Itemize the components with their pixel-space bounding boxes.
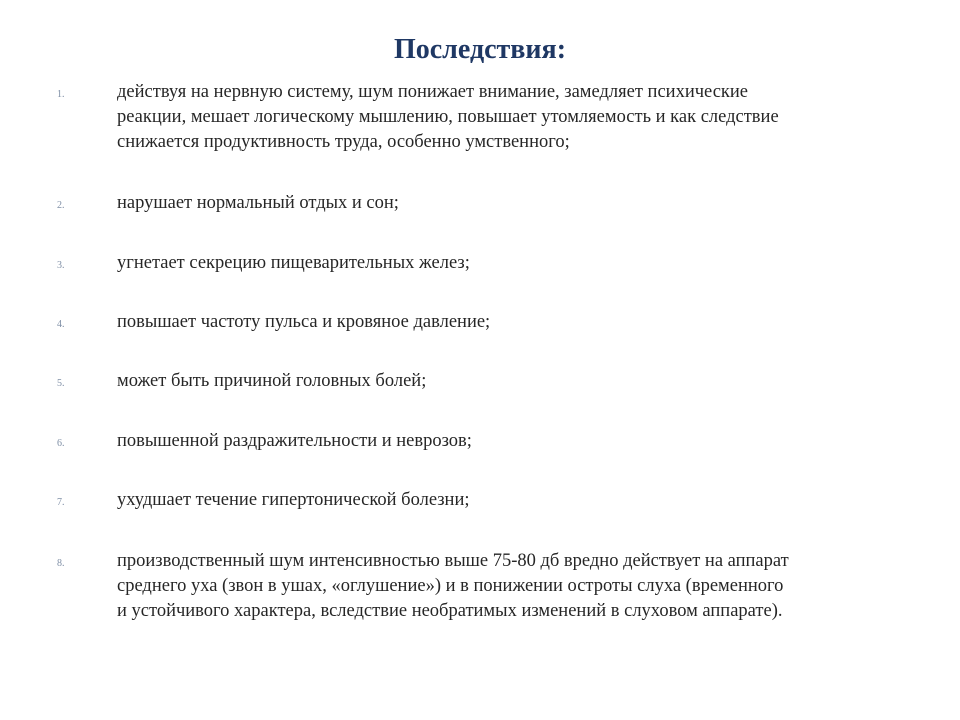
text-line: реакции, мешает логическому мышлению, повышает утомляемость и как следствие <box>117 107 779 127</box>
text-line: снижается продуктивность труда, особенно умственного; <box>117 132 570 152</box>
text-line: может быть причиной головных болей; <box>117 371 427 391</box>
list-item-number: 4. <box>57 319 65 330</box>
list-item-text <box>117 191 897 216</box>
text-line: повышает частоту пульса и кровяное давление; <box>117 312 491 332</box>
list-item-number: 6. <box>57 438 65 449</box>
text-line: ухудшает течение гипертонической болезни; <box>117 490 470 510</box>
text-line: производственный шум интенсивностью выше 75-80 дб вредно действует на аппарат <box>117 551 789 571</box>
list-item-number: 7. <box>57 497 65 508</box>
list-item-text <box>117 251 897 276</box>
text-line: повышенной раздражительности и неврозов; <box>117 431 472 451</box>
list-item-text <box>117 429 897 454</box>
text-line: нарушает нормальный отдых и сон; <box>117 193 399 213</box>
list-item-text <box>117 369 897 394</box>
text-line: угнетает секрецию пищеварительных желез; <box>117 253 470 273</box>
list-item-text <box>117 80 897 155</box>
list-item-number: 3. <box>57 260 65 271</box>
text-line: среднего уха (звон в ушах, «оглушение») и в понижении остроты слуха (временного <box>117 576 784 596</box>
list-item-text <box>117 310 897 335</box>
text-line: действуя на нервную систему, шум понижает внимание, замедляет психические <box>117 82 749 102</box>
list-item-number: 8. <box>57 558 65 569</box>
list-item-text <box>117 549 897 624</box>
list-item-text <box>117 488 897 513</box>
list-item-number: 2. <box>57 200 65 211</box>
list-item-number: 5. <box>57 378 65 389</box>
text-line: и устойчивого характера, вследствие необратимых изменений в слуховом аппарате). <box>117 601 783 621</box>
list-item-number: 1. <box>57 89 65 100</box>
slide-title: Последствия: <box>393 34 567 65</box>
